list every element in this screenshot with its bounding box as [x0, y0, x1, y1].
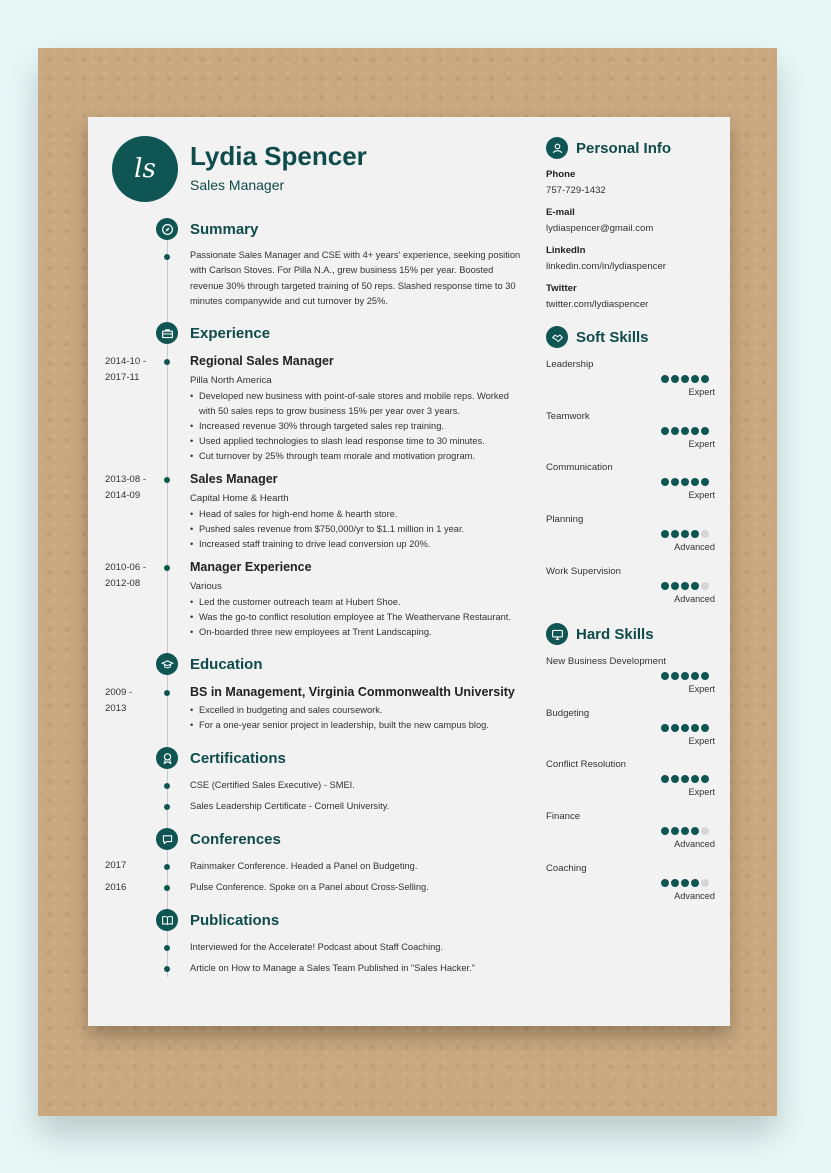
- rating-dot: [671, 672, 679, 680]
- candidate-role: Sales Manager: [190, 177, 285, 193]
- bullet-item: • Led the customer outreach team at Hubert Shoe.: [190, 595, 540, 610]
- skill-rating: [661, 375, 709, 383]
- skill-level: Advanced: [674, 890, 715, 901]
- rating-dot: [671, 724, 679, 732]
- rating-dot: [701, 775, 709, 783]
- rating-dot: [681, 827, 689, 835]
- certifications-heading: Certifications: [190, 750, 286, 767]
- resume-page: [88, 117, 730, 1026]
- bullet-item: • Used applied technologies to slash lead response time to 30 minutes.: [190, 434, 530, 449]
- rating-dot: [691, 672, 699, 680]
- skill-name: Teamwork: [546, 410, 590, 422]
- experience-heading: Experience: [190, 325, 271, 342]
- job-date-end: 2014-09: [105, 490, 141, 501]
- rating-dot: [681, 582, 689, 590]
- rating-dot: [661, 672, 669, 680]
- rating-dot: [691, 478, 699, 486]
- publication-item: Article on How to Manage a Sales Team Published in "Sales Hacker.": [190, 963, 475, 973]
- skill-name: Work Supervision: [546, 565, 622, 577]
- conference-item: Rainmaker Conference. Headed a Panel on Budgeting.: [190, 861, 418, 871]
- job-dates: [105, 354, 146, 386]
- bullet-item: • For a one-year senior project in leadership, built the new campus blog.: [190, 718, 530, 733]
- timeline-dot: [164, 966, 170, 972]
- job-date-end: 2012-08: [105, 578, 141, 589]
- skill-rating: [661, 530, 709, 538]
- award-ribbon-icon: [156, 747, 178, 769]
- job-title: Manager Experience: [190, 560, 312, 574]
- certification-item: CSE (Certified Sales Executive) - SMEI.: [190, 780, 355, 790]
- skill-rating: [661, 775, 709, 783]
- rating-dot: [681, 775, 689, 783]
- bullet-item: • Head of sales for high-end home & hearth store.: [190, 507, 530, 522]
- rating-dot: [691, 582, 699, 590]
- email-label: E-mail: [546, 207, 575, 218]
- rating-dot: [671, 375, 679, 383]
- rating-dot: [681, 672, 689, 680]
- rating-dot: [691, 530, 699, 538]
- timeline-dot: [164, 359, 170, 365]
- phone-value: 757-729-1432: [546, 185, 606, 196]
- twitter-label: Twitter: [546, 283, 577, 294]
- rating-dot: [661, 478, 669, 486]
- skill-level: Expert: [688, 735, 715, 746]
- timeline-dot: [164, 885, 170, 891]
- soft-skills-heading: Soft Skills: [576, 329, 649, 346]
- monogram-initials: ls: [134, 154, 156, 184]
- rating-dot: [691, 724, 699, 732]
- conference-item: Pulse Conference. Spoke on a Panel about Cross-Selling.: [190, 882, 429, 892]
- skill-name: Budgeting: [546, 707, 590, 719]
- rating-dot: [681, 375, 689, 383]
- conferences-heading: Conferences: [190, 831, 281, 848]
- job-dates: [105, 472, 146, 504]
- skill-level: Expert: [688, 438, 715, 449]
- skill-level: Advanced: [674, 839, 715, 850]
- job-date-start: 2014-10 -: [105, 356, 147, 367]
- skill-level: Advanced: [674, 593, 715, 604]
- rating-dot: [701, 530, 709, 538]
- rating-dot: [671, 775, 679, 783]
- skill-name: Leadership: [546, 359, 594, 370]
- publications-heading: Publications: [190, 912, 280, 929]
- rating-dot: [691, 375, 699, 383]
- skill-level: Expert: [688, 684, 715, 694]
- education-date-start: 2009 -: [105, 687, 133, 698]
- skill-name: Planning: [546, 514, 584, 526]
- rating-dot: [671, 427, 679, 435]
- rating-dot: [681, 879, 689, 887]
- skill-rating: [661, 582, 709, 590]
- bullet-item: • Cut turnover by 25% through team morale and motivation program.: [190, 449, 530, 464]
- summary-line: with Carlson Stoves. For Pilla N.A., grew business 15% per year. Boosted: [190, 265, 494, 276]
- rating-dot: [701, 724, 709, 732]
- rating-dot: [701, 582, 709, 590]
- timeline-dot: [164, 690, 170, 696]
- phone-label: Phone: [546, 169, 576, 180]
- rating-dot: [671, 582, 679, 590]
- certification-item: Sales Leadership Certificate - Cornell University.: [190, 801, 390, 811]
- rating-dot: [681, 530, 689, 538]
- compass-icon: [156, 218, 178, 240]
- rating-dot: [661, 827, 669, 835]
- timeline-dot: [164, 864, 170, 870]
- hard-skills-heading: Hard Skills: [576, 626, 654, 643]
- linkedin-value: linkedin.com/in/lydiaspencer: [546, 261, 666, 272]
- linkedin-label: LinkedIn: [546, 245, 586, 256]
- bullet-item: • Increased staff training to drive lead conversion up 20%.: [190, 537, 530, 552]
- timeline-dot: [164, 477, 170, 483]
- rating-dot: [671, 530, 679, 538]
- job-date-start: 2010-06 -: [105, 562, 147, 573]
- timeline-dot: [164, 565, 170, 571]
- education-dates: [105, 685, 132, 717]
- rating-dot: [701, 827, 709, 835]
- rating-dot: [691, 775, 699, 783]
- bullet-item: • Excelled in budgeting and sales coursework.: [190, 703, 530, 718]
- job-company: Capital Home & Hearth: [190, 493, 289, 504]
- rating-dot: [691, 427, 699, 435]
- education-bullets: [190, 703, 530, 733]
- candidate-name: Lydia Spencer: [190, 141, 367, 171]
- timeline-dot: [164, 945, 170, 951]
- rating-dot: [661, 375, 669, 383]
- summary-text: [190, 248, 530, 309]
- publication-item: Interviewed for the Accelerate! Podcast about Staff Coaching.: [190, 942, 444, 952]
- bullet-item: • On-boarded three new employees at Trent Landscaping.: [190, 625, 540, 640]
- rating-dot: [681, 724, 689, 732]
- bullet-item: • Increased revenue 30% through targeted sales rep training.: [190, 419, 530, 434]
- rating-dot: [661, 427, 669, 435]
- rating-dot: [661, 724, 669, 732]
- rating-dot: [671, 827, 679, 835]
- job-date-start: 2013-08 -: [105, 474, 147, 485]
- bullet-item: • Developed new business with point-of-sale stores and mobile reps. Worked with 50 sales reps to grow business 15% per year over 3 years.: [190, 389, 530, 419]
- skill-rating: [661, 879, 709, 887]
- education-date-end: 2013: [105, 703, 127, 714]
- summary-line: revenue 30% through targeted training of 50 reps. Slashed response time to 30: [190, 280, 516, 291]
- skill-level: Expert: [688, 387, 715, 397]
- rating-dot: [701, 427, 709, 435]
- skill-level: Expert: [688, 490, 715, 501]
- timeline-dot: [164, 783, 170, 789]
- user-icon: [546, 137, 568, 159]
- rating-dot: [671, 879, 679, 887]
- conference-year: 2016: [105, 882, 127, 893]
- rating-dot: [681, 478, 689, 486]
- job-bullets: [190, 389, 530, 464]
- skill-level: Expert: [688, 787, 715, 798]
- rating-dot: [671, 478, 679, 486]
- skill-rating: [661, 724, 709, 732]
- skill-rating: [661, 672, 709, 680]
- rating-dot: [701, 879, 709, 887]
- open-book-icon: [156, 909, 178, 931]
- timeline-dot: [164, 804, 170, 810]
- job-date-end: 2017-11: [105, 372, 140, 383]
- briefcase-icon: [156, 322, 178, 344]
- summary-line: minutes companywide and cut turnover by 25%.: [190, 295, 388, 306]
- handshake-icon: [546, 326, 568, 348]
- bullet-item: • Was the go-to conflict resolution employee at The Weathervane Restaurant.: [190, 610, 540, 625]
- skill-name: Conflict Resolution: [546, 759, 626, 771]
- education-heading: Education: [190, 656, 263, 673]
- email-value: lydiaspencer@gmail.com: [546, 223, 654, 234]
- rating-dot: [661, 530, 669, 538]
- skill-rating: [661, 427, 709, 435]
- job-title: Sales Manager: [190, 472, 278, 486]
- skill-level: Advanced: [674, 542, 715, 553]
- speech-bubble-icon: [156, 828, 178, 850]
- job-bullets: [190, 507, 530, 552]
- skill-name: Coaching: [546, 862, 587, 874]
- conference-year: 2017: [105, 860, 127, 871]
- job-company: Pilla North America: [190, 375, 272, 386]
- twitter-value: twitter.com/lydiaspencer: [546, 299, 649, 310]
- rating-dot: [701, 478, 709, 486]
- rating-dot: [681, 427, 689, 435]
- job-bullets: [190, 595, 540, 640]
- timeline-dot: [164, 254, 170, 260]
- rating-dot: [661, 775, 669, 783]
- monitor-icon: [546, 623, 568, 645]
- rating-dot: [701, 375, 709, 383]
- summary-line: Passionate Sales Manager and CSE with 4+ years' experience, seeking position: [190, 250, 521, 260]
- skill-rating: [661, 827, 709, 835]
- job-company: Various: [190, 581, 222, 592]
- rating-dot: [691, 827, 699, 835]
- graduation-cap-icon: [156, 653, 178, 675]
- rating-dot: [701, 672, 709, 680]
- job-dates: [105, 560, 146, 592]
- skill-name: Finance: [546, 811, 581, 823]
- rating-dot: [661, 879, 669, 887]
- personal-info-heading: Personal Info: [576, 140, 672, 157]
- bullet-item: • Pushed sales revenue from $750,000/yr to $1.1 million in 1 year.: [190, 522, 530, 537]
- job-title: Regional Sales Manager: [190, 354, 334, 368]
- skill-name: Communication: [546, 462, 613, 474]
- rating-dot: [691, 879, 699, 887]
- rating-dot: [661, 582, 669, 590]
- skill-name: New Business Development: [546, 656, 666, 667]
- skill-rating: [661, 478, 709, 486]
- monogram-logo: [112, 136, 178, 202]
- summary-heading: Summary: [190, 221, 259, 238]
- degree-title: BS in Management, Virginia Commonwealth University: [190, 685, 515, 699]
